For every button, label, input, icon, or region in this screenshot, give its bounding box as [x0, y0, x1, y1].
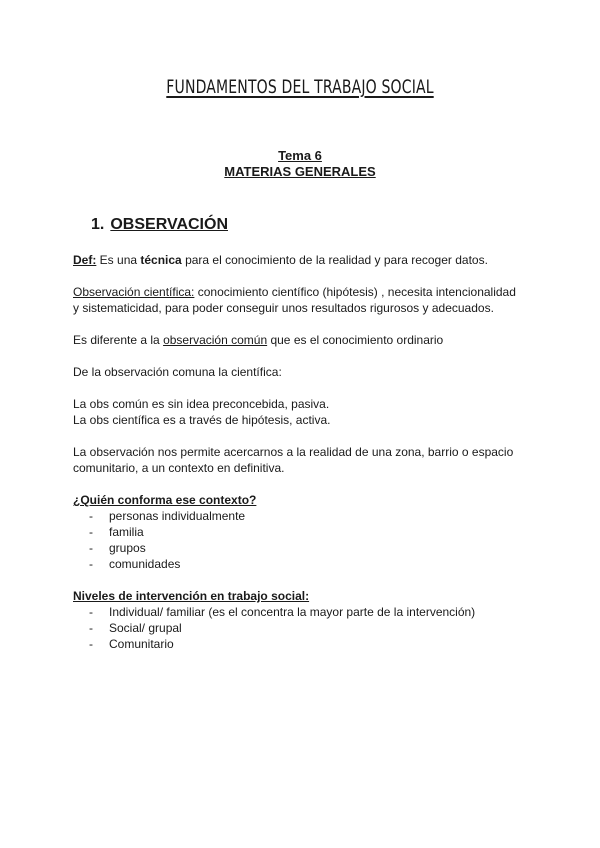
difference-paragraph [73, 332, 533, 348]
common-observation-line: La obs común es sin idea preconcebida, pasiva. [73, 397, 330, 411]
comparison-intro: De la observación comuna la científica: [73, 365, 282, 379]
definition-paragraph [73, 252, 533, 268]
difference-post: que es el conocimiento ordinario [267, 333, 444, 347]
list-item: - familia [89, 525, 144, 539]
section-heading [91, 216, 228, 234]
def-pre: Es una [96, 253, 141, 267]
topic-title: MATERIAS GENERALES [224, 164, 376, 179]
observation-allows-line-2: comunitario, a un contexto en definitiva. [73, 461, 285, 475]
list-item: - grupos [89, 541, 146, 555]
list-item: - Comunitario [89, 637, 174, 651]
who-heading: ¿Quién conforma ese contexto? [73, 493, 257, 507]
common-observation-term: observación común [163, 333, 268, 347]
document-title: FUNDAMENTOS DEL TRABAJO SOCIAL [166, 76, 434, 98]
def-bold: técnica [140, 253, 182, 267]
list-item: - comunidades [89, 557, 181, 571]
list-item: - Individual/ familiar (es el concentra la mayor parte de la intervención) [89, 605, 476, 619]
section-label: OBSERVACIÓN [110, 216, 228, 233]
topic-number: Tema 6 [278, 148, 322, 163]
section-number: 1. [91, 216, 105, 233]
list-item: - Social/ grupal [89, 621, 182, 635]
scientific-observation-paragraph-2: y sistematicidad, para poder conseguir unos resultados rigurosos y adecuados. [73, 301, 494, 315]
who-list [73, 508, 245, 572]
levels-list [73, 604, 475, 652]
list-item: - personas individualmente [89, 509, 246, 523]
scientific-observation-text: conocimiento científico (hipótesis) , necesita intencionalidad [194, 285, 516, 299]
def-post: para el conocimiento de la realidad y para recoger datos. [181, 253, 488, 267]
observation-allows-line-1: La observación nos permite acercarnos a la realidad de una zona, barrio o espacio [73, 445, 514, 459]
difference-pre: Es diferente a la [73, 333, 164, 347]
scientific-observation-label: Observación científica: [73, 285, 195, 299]
scientific-observation-line: La obs científica es a través de hipótesis, activa. [73, 413, 331, 427]
levels-heading: Niveles de intervención en trabajo social: [73, 589, 310, 603]
def-label: Def: [73, 253, 97, 267]
scientific-observation-paragraph [73, 284, 533, 300]
